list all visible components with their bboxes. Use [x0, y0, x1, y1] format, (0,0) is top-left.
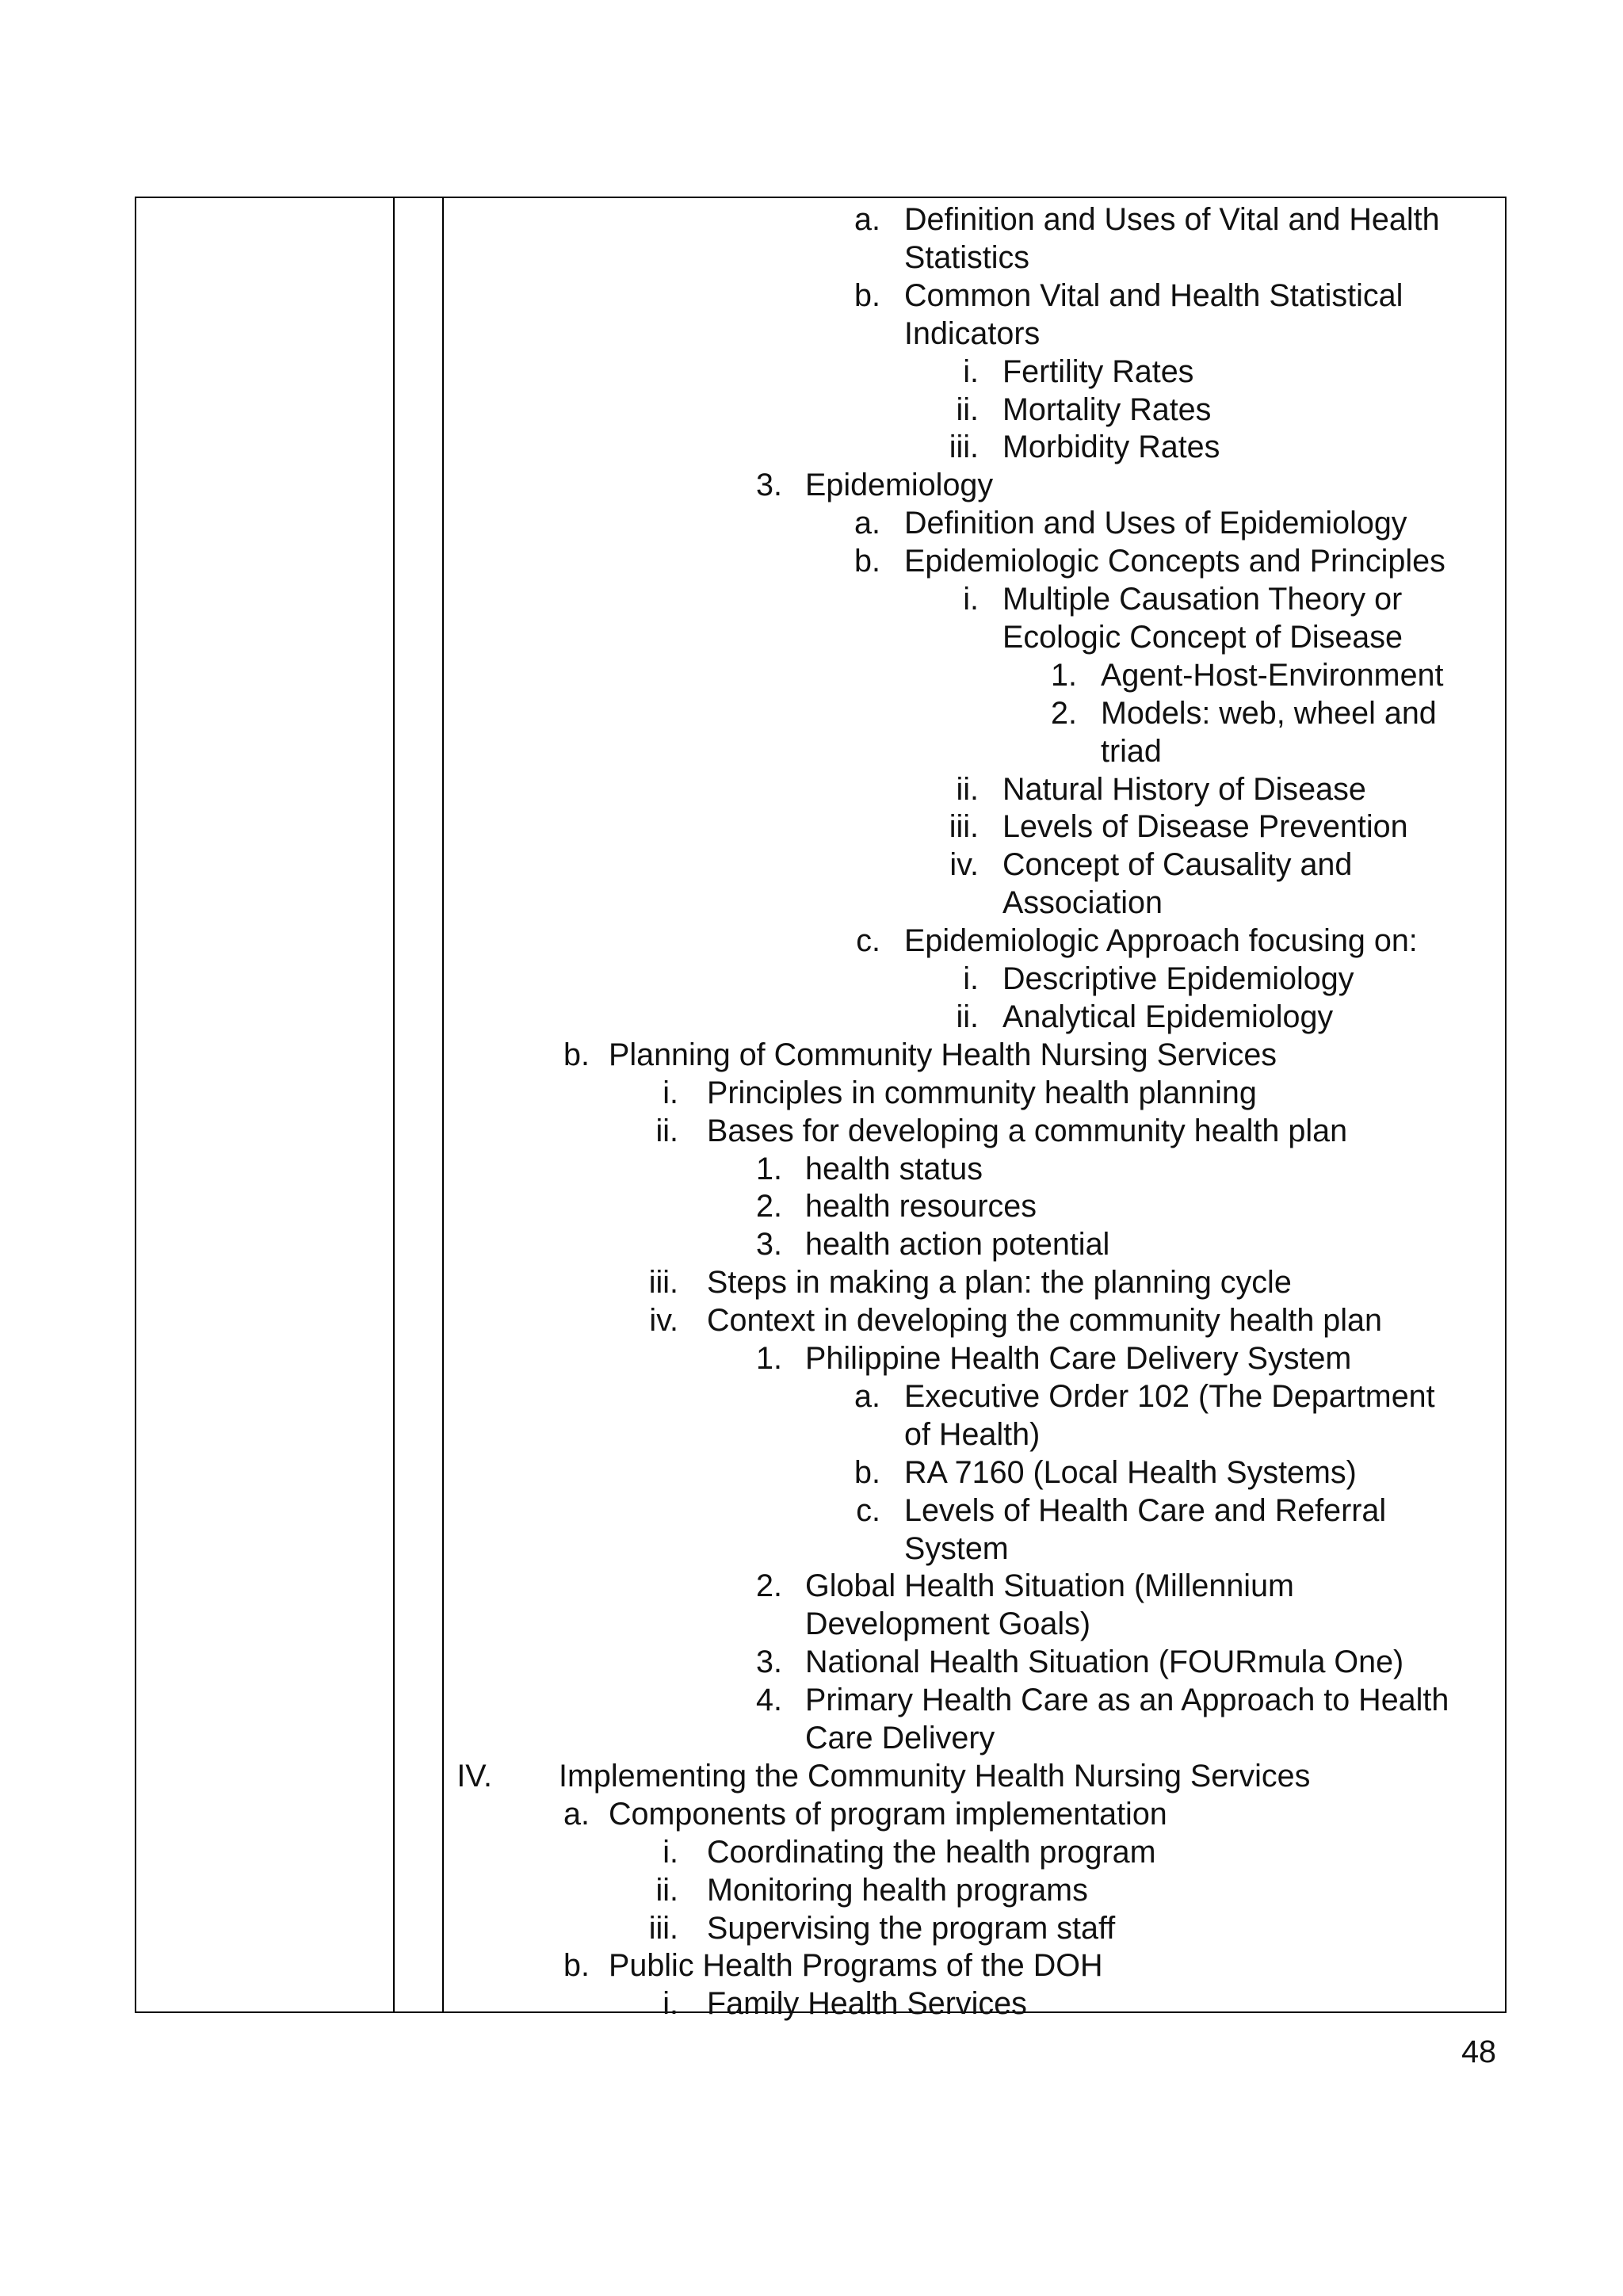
outline-text: Concept of Causality and [1002, 847, 1353, 883]
outline-text: Morbidity Rates [1002, 430, 1220, 465]
outline-text: Association [1002, 885, 1163, 921]
outline-line [136, 1074, 1505, 1112]
outline-line [136, 1795, 1505, 1833]
course-outline [136, 198, 1505, 2022]
outline-text: Monitoring health programs [707, 1872, 1088, 1908]
outline-text: Philippine Health Care Delivery System [805, 1341, 1352, 1376]
outline-text: Public Health Programs of the DOH [609, 1948, 1103, 1984]
outline-text: Components of program implementation [609, 1796, 1167, 1832]
outline-line [136, 580, 1505, 618]
outline-text: Common Vital and Health Statistical [904, 277, 1403, 313]
outline-marker: iv. [949, 847, 979, 883]
outline-text: Definition and Uses of Vital and Health [904, 202, 1440, 237]
outline-marker: b. [563, 1037, 590, 1072]
outline-marker: iii. [648, 1265, 678, 1301]
outline-marker: 1. [756, 1151, 782, 1186]
outline-line [136, 884, 1505, 922]
outline-text: Principles in community health planning [707, 1075, 1257, 1110]
outline-line [136, 846, 1505, 884]
outline-line [136, 1112, 1505, 1150]
outline-line [136, 201, 1505, 239]
outline-line [136, 353, 1505, 391]
outline-text: health status [805, 1151, 983, 1186]
outline-text: Bases for developing a community health plan [707, 1113, 1348, 1148]
outline-text: Global Health Situation (Millennium [805, 1568, 1294, 1604]
outline-line [136, 1415, 1505, 1454]
outline-marker: i. [963, 353, 979, 389]
outline-marker: c. [856, 923, 880, 959]
outline-line [136, 732, 1505, 770]
outline-line [136, 1681, 1505, 1719]
outline-line [136, 922, 1505, 960]
outline-marker: iii. [949, 430, 979, 465]
outline-marker: 2. [756, 1568, 782, 1604]
outline-text: Context in developing the community health plan [707, 1303, 1382, 1339]
outline-line [136, 1567, 1505, 1605]
outline-text: Care Delivery [805, 1721, 995, 1755]
outline-marker: i. [663, 1986, 678, 2022]
outline-text: Planning of Community Health Nursing Services [609, 1037, 1277, 1072]
outline-text: Supervising the program staff [707, 1910, 1116, 1946]
outline-line [136, 1909, 1505, 1947]
outline-text: Statistics [904, 239, 1030, 275]
outline-text: Agent-Host-Environment [1101, 657, 1444, 693]
outline-marker: ii. [956, 771, 979, 807]
outline-line [136, 1985, 1505, 2023]
outline-text: health resources [805, 1189, 1037, 1224]
outline-text: Epidemiologic Concepts and Principles [904, 544, 1445, 579]
outline-line [136, 1643, 1505, 1681]
outline-line [136, 428, 1505, 466]
outline-text: Executive Order 102 (The Department [904, 1378, 1435, 1414]
outline-text: Models: web, wheel and [1101, 695, 1437, 731]
outline-marker: c. [856, 1492, 880, 1528]
outline-line [136, 239, 1505, 277]
outline-text: Primary Health Care as an Approach to Health [805, 1683, 1449, 1718]
outline-line [136, 466, 1505, 504]
outline-line [136, 770, 1505, 808]
outline-line [136, 504, 1505, 542]
outline-line [136, 1225, 1505, 1263]
outline-line [136, 960, 1505, 998]
outline-text: triad [1101, 733, 1162, 769]
outline-line [136, 542, 1505, 580]
outline-marker: a. [563, 1796, 590, 1832]
outline-marker: 1. [1051, 657, 1077, 693]
page-number: 48 [1461, 2034, 1496, 2069]
outline-text: Levels of Health Care and Referral [904, 1492, 1387, 1528]
outline-text: Epidemiology [805, 468, 994, 503]
outline-text: Multiple Causation Theory or [1002, 582, 1403, 617]
outline-marker: 2. [1051, 695, 1077, 731]
outline-line [136, 1719, 1505, 1757]
outline-text: Steps in making a plan: the planning cycle [707, 1265, 1292, 1301]
outline-marker: b. [854, 1454, 880, 1490]
outline-line [136, 808, 1505, 846]
outline-marker: i. [963, 961, 979, 996]
outline-line [136, 1530, 1505, 1568]
outline-marker: i. [663, 1834, 678, 1870]
outline-text: Ecologic Concept of Disease [1002, 619, 1403, 655]
outline-text: health action potential [805, 1227, 1110, 1263]
outline-marker: ii. [956, 392, 979, 427]
outline-line [136, 1036, 1505, 1074]
outline-marker: b. [854, 544, 880, 579]
outline-text: Implementing the Community Health Nursing Services [559, 1758, 1311, 1794]
outline-marker: iii. [648, 1910, 678, 1946]
outline-line [136, 694, 1505, 732]
outline-marker: b. [563, 1948, 590, 1984]
outline-text: Mortality Rates [1002, 392, 1212, 427]
outline-line [136, 1757, 1505, 1795]
outline-marker: 3. [756, 468, 782, 503]
outline-line [136, 656, 1505, 694]
outline-line [136, 1339, 1505, 1377]
outline-line [136, 1946, 1505, 1985]
outline-text: Development Goals) [805, 1606, 1091, 1642]
outline-marker: 3. [756, 1227, 782, 1263]
outline-line [136, 277, 1505, 315]
outline-marker: b. [854, 277, 880, 313]
outline-marker: 1. [756, 1341, 782, 1376]
outline-marker: ii. [956, 999, 979, 1034]
outline-line [136, 1150, 1505, 1188]
outline-text: System [904, 1530, 1009, 1566]
outline-text: Family Health Services [707, 1986, 1027, 2022]
outline-text: Descriptive Epidemiology [1002, 961, 1354, 996]
outline-text: of Health) [904, 1416, 1041, 1452]
outline-marker: ii. [655, 1113, 678, 1148]
outline-text: Indicators [904, 315, 1041, 351]
outline-line [136, 1492, 1505, 1530]
outline-line [136, 1263, 1505, 1301]
outline-line [136, 391, 1505, 429]
outline-marker: iii. [949, 809, 979, 845]
outline-line [136, 1187, 1505, 1225]
outline-text: Epidemiologic Approach focusing on: [904, 923, 1418, 959]
outline-line [136, 1871, 1505, 1909]
outline-text: National Health Situation (FOURmula One) [805, 1645, 1404, 1680]
outline-marker: a. [854, 202, 880, 237]
outline-text: Coordinating the health program [707, 1834, 1156, 1870]
outline-table [135, 197, 1507, 2022]
outline-marker: IV. [456, 1758, 492, 1794]
outline-text: Analytical Epidemiology [1002, 999, 1334, 1034]
outline-line [136, 998, 1505, 1036]
outline-text: Definition and Uses of Epidemiology [904, 506, 1407, 541]
outline-marker: 4. [756, 1683, 782, 1718]
outline-marker: iv. [649, 1303, 678, 1339]
outline-line [136, 1377, 1505, 1415]
outline-marker: a. [854, 1378, 880, 1414]
outline-line [136, 618, 1505, 656]
outline-text: Fertility Rates [1002, 353, 1194, 389]
outline-line [136, 1605, 1505, 1643]
outline-marker: ii. [655, 1872, 678, 1908]
outline-marker: 2. [756, 1189, 782, 1224]
outline-marker: i. [663, 1075, 678, 1110]
outline-marker: a. [854, 506, 880, 541]
outline-line [136, 1454, 1505, 1492]
outline-text: Natural History of Disease [1002, 771, 1366, 807]
outline-marker: 3. [756, 1645, 782, 1680]
outline-line [136, 315, 1505, 353]
outline-text: RA 7160 (Local Health Systems) [904, 1454, 1357, 1490]
outline-line [136, 1833, 1505, 1871]
outline-marker: i. [963, 582, 979, 617]
outline-line [136, 1301, 1505, 1339]
outline-text: Levels of Disease Prevention [1002, 809, 1408, 845]
